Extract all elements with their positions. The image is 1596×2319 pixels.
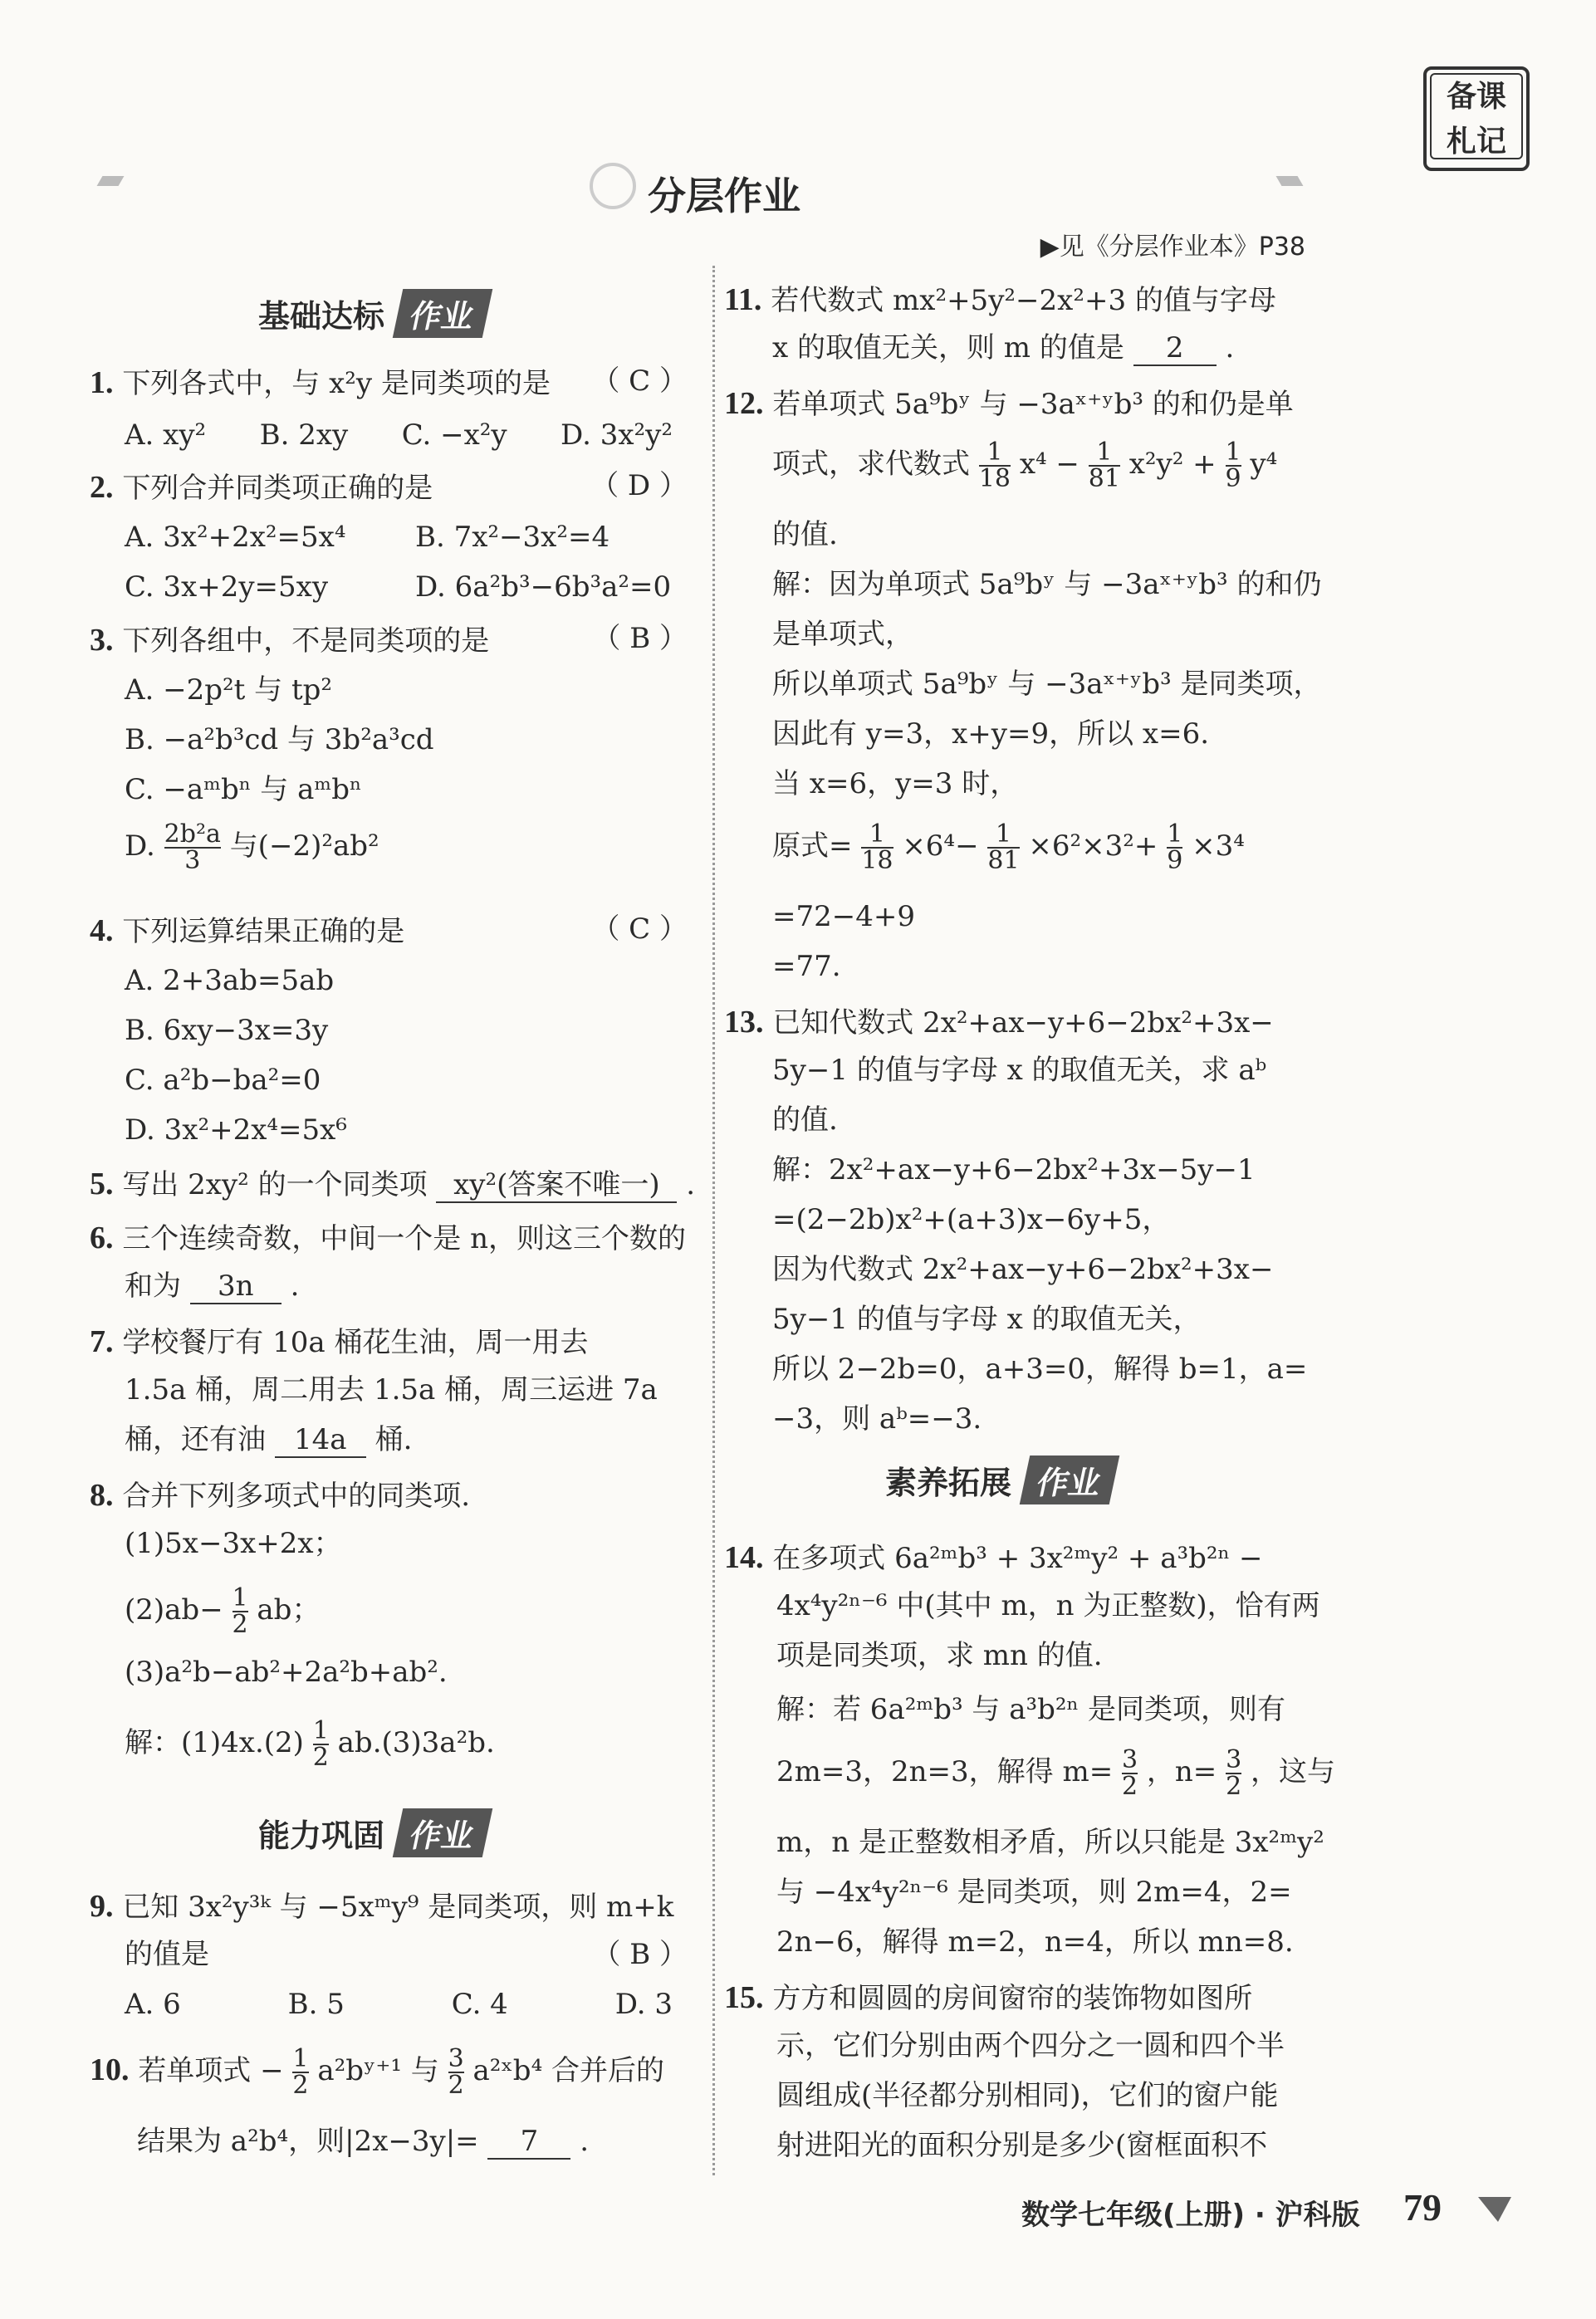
column-divider: [712, 266, 715, 2175]
fraction: [292, 2044, 309, 2100]
question-3: [90, 623, 688, 659]
section-basic-label: 基础达标: [258, 297, 385, 335]
numerator: 1: [1096, 438, 1113, 467]
option: D. 3x²+2x⁴=5x⁶: [125, 1113, 347, 1147]
q1-options: [125, 419, 673, 452]
question-text: 若单项式 5a⁹bʸ 与 −3aˣ⁺ʸb³ 的和仍是单: [772, 388, 1294, 421]
solution-line: 5y−1 的值与字母 x 的取值无关，: [772, 1303, 1202, 1336]
answer: （ C ）: [591, 364, 688, 398]
answer: （ D ）: [590, 469, 688, 502]
solution-line: 解：若 6a²ᵐb³ 与 a³b²ⁿ 是同类项，则有: [776, 1693, 1286, 1726]
question-9: [90, 1889, 673, 1925]
answer-blank: 3n: [190, 1270, 282, 1304]
question-number: 10.: [90, 2052, 130, 2087]
solution-line: 所以 2−2b=0，a+3=0，解得 b=1，a=: [772, 1353, 1308, 1386]
question-text: 下列各组中，不是同类项的是: [122, 624, 490, 658]
question-text: 射进阳光的面积分别是多少(窗框面积不: [776, 2129, 1268, 2162]
expr: ×3⁴: [1192, 829, 1245, 863]
question-11: [724, 282, 1276, 319]
numerator: 3: [448, 2044, 464, 2073]
question-text: 桶，还有油: [125, 1423, 266, 1456]
answer-blank: 7: [487, 2126, 570, 2160]
question-text: 结果为 a²b⁴，则|2x−3y|=: [137, 2125, 479, 2158]
question-text: 方方和圆圆的房间窗帘的装饰物如图所: [772, 1982, 1253, 2015]
answer: （ C ）: [591, 912, 688, 946]
question-text: a²bʸ⁺¹ 与: [317, 2054, 439, 2087]
option: A. 3x²+2x²=5x⁴: [125, 521, 346, 554]
question-text: 桶.: [375, 1423, 413, 1456]
section-ability-label: 能力巩固: [258, 1817, 385, 1854]
denominator: 2: [312, 1743, 329, 1772]
answer-blank: 2: [1133, 332, 1217, 366]
reference-note: ▶见《分层作业本》P38: [1040, 232, 1305, 262]
question-number: 3.: [90, 623, 114, 658]
solution-line: 所以单项式 5a⁹bʸ 与 −3aˣ⁺ʸb³ 是同类项，: [772, 668, 1322, 701]
numerator: 1: [1225, 438, 1241, 467]
solution-line: 2n−6，解得 m=2，n=4，所以 mn=8.: [776, 1925, 1294, 1959]
denominator: 2: [1226, 1772, 1242, 1801]
question-number: 14.: [724, 1540, 764, 1575]
question-text: 下列合并同类项正确的是: [122, 472, 433, 505]
question-10-line2: [137, 2126, 589, 2160]
numerator: 1: [995, 819, 1012, 849]
section-basic: [253, 291, 487, 335]
question-number: 11.: [724, 282, 762, 317]
question-number: 13.: [724, 1005, 764, 1040]
denominator: 2: [1122, 1772, 1138, 1801]
question-text: 项是同类项，求 mn 的值.: [776, 1639, 1103, 1672]
expr: x⁴ −: [1019, 448, 1080, 481]
option: A. 2+3ab=5ab: [125, 964, 335, 997]
option-d: [125, 819, 379, 875]
question-text: 写出 2xy² 的一个同类项: [122, 1168, 428, 1201]
question-text: 的值.: [772, 1103, 838, 1137]
question-14: [724, 1540, 1263, 1577]
fraction: [861, 819, 893, 875]
q9-options: [125, 1989, 673, 2021]
question-text: 已知 3x²y³ᵏ 与 −5xᵐy⁹ 是同类项，则 m+k: [122, 1891, 674, 1924]
question-1: [90, 365, 688, 402]
option: A. −2p²t 与 tp²: [125, 673, 333, 707]
question-text: 若代数式 mx²+5y²−2x²+3 的值与字母: [771, 284, 1276, 317]
question-4: [90, 913, 688, 950]
fraction: [1089, 440, 1120, 492]
question-text: 若单项式 −: [138, 2054, 284, 2087]
title-decor-icon: [590, 163, 636, 209]
question-number: 1.: [90, 365, 114, 400]
denominator: 2: [292, 2071, 309, 2100]
badge-line2: 札记: [1446, 125, 1506, 159]
denominator: 3: [164, 847, 221, 873]
numerator: 3: [1122, 1745, 1138, 1774]
question-10: [90, 2044, 665, 2100]
denominator: 18: [861, 846, 893, 875]
solution: [125, 1716, 495, 1772]
solution-text: 解：(1)4x.(2): [125, 1726, 304, 1759]
footer-book-title: 数学七年级(上册) · 沪科版: [1021, 2199, 1360, 2232]
fraction: [979, 440, 1011, 492]
denominator: 9: [1225, 464, 1241, 493]
numerator: 1: [986, 438, 1003, 467]
section-tag: 作业: [393, 289, 493, 338]
numerator: 1: [292, 2044, 309, 2073]
section-expand-label: 素养拓展: [885, 1464, 1012, 1501]
question-text: 的值是: [125, 1938, 209, 1971]
solution-line: 解：2x²+ax−y+6−2bx²+3x−5y−1: [772, 1153, 1256, 1186]
option: C. 3x+2y=5xy: [125, 570, 329, 604]
denominator: 9: [1167, 846, 1183, 875]
solution-text: ，这与: [1251, 1755, 1336, 1788]
question-text: 已知代数式 2x²+ax−y+6−2bx²+3x−: [772, 1006, 1274, 1040]
fraction: [1226, 440, 1241, 492]
solution-line: m，n 是正整数相矛盾，所以只能是 3x²ᵐy²: [776, 1826, 1324, 1859]
question-number: 7.: [90, 1324, 114, 1359]
solution-line: 因为代数式 2x²+ax−y+6−2bx²+3x−: [772, 1253, 1274, 1286]
solution-text: ab.(3)3a²b.: [337, 1726, 495, 1759]
question-number: 6.: [90, 1221, 114, 1255]
option: C. −aᵐbⁿ 与 aᵐbⁿ: [125, 773, 362, 806]
question-13: [724, 1005, 1274, 1041]
fraction: [1167, 819, 1183, 875]
question-7: [90, 1324, 588, 1361]
answer-blank: 14a: [275, 1424, 366, 1458]
expr: ab；: [257, 1593, 321, 1627]
subpart: (1)5x−3x+2x；: [125, 1527, 342, 1560]
punct: .: [580, 2125, 590, 2158]
question-text: 示，它们分别由两个四分之一圆和四个半: [776, 2029, 1285, 2062]
question-12-line2: [772, 440, 1277, 492]
question-text: 三个连续奇数，中间一个是 n，则这三个数的: [122, 1222, 687, 1255]
solution-line: =(2−2b)x²+(a+3)x−6y+5，: [772, 1203, 1171, 1236]
question-text: 下列运算结果正确的是: [122, 915, 405, 948]
section-ability: [253, 1810, 487, 1855]
question-12: [724, 386, 1294, 423]
option: B. 7x²−3x²=4: [415, 521, 610, 554]
denominator: 2: [232, 1610, 248, 1639]
question-number: 15.: [724, 1980, 764, 2015]
punct: .: [290, 1270, 300, 1303]
expr: ×6²×3²+: [1028, 829, 1158, 863]
denominator: 2: [448, 2071, 464, 2100]
option: A. 6: [125, 1988, 181, 2021]
question-number: 9.: [90, 1889, 114, 1924]
question-9-line2: [125, 1939, 688, 1971]
expr: x²y² +: [1128, 448, 1217, 481]
solution-text: 原式=: [772, 829, 853, 863]
numerator: 3: [1226, 1745, 1242, 1774]
decor-swoosh-right: [1276, 176, 1304, 186]
solution-text: 2m=3，2n=3，解得 m=: [776, 1755, 1114, 1788]
solution-line: −3，则 aᵇ=−3.: [772, 1402, 982, 1436]
solution-line: =77.: [772, 950, 841, 983]
numerator: 1: [1167, 819, 1183, 849]
question-text: 项式，求代数式: [772, 448, 970, 481]
badge-line1: 备课: [1446, 80, 1506, 114]
question-number: 5.: [90, 1167, 114, 1201]
question-7-line3: [125, 1424, 412, 1458]
question-text: x 的取值无关，则 m 的值是: [772, 331, 1124, 364]
fraction: [232, 1583, 248, 1639]
question-text: a²ˣb⁴ 合并后的: [472, 2054, 665, 2087]
option: C. −x²y: [401, 418, 507, 452]
question-2: [90, 470, 688, 506]
question-text: 和为: [125, 1270, 181, 1303]
fraction: [164, 819, 221, 875]
option: D. 6a²b³−6b³a²=0: [415, 570, 672, 604]
option: A. xy²: [125, 418, 207, 452]
question-text: 学校餐厅有 10a 桶花生油，周一用去: [122, 1326, 589, 1359]
question-text: 下列各式中，与 x²y 是同类项的是: [122, 367, 551, 400]
option: B. 2xy: [259, 418, 349, 452]
fraction: [987, 819, 1020, 875]
section-tag: 作业: [1020, 1455, 1120, 1504]
option: B. 5: [287, 1988, 345, 2021]
numerator: 1: [232, 1583, 248, 1612]
fraction: [1122, 1745, 1138, 1801]
decor-swoosh-left: [97, 176, 125, 186]
option: C. 4: [451, 1988, 508, 2021]
question-6-line2: [125, 1270, 299, 1304]
solution-line: [772, 819, 1245, 875]
punct: .: [1225, 331, 1235, 364]
solution-line: 解：因为单项式 5a⁹bʸ 与 −3aˣ⁺ʸb³ 的和仍: [772, 568, 1322, 601]
option: D. 3: [614, 1988, 673, 2021]
question-8: [90, 1478, 470, 1514]
question-text: 5y−1 的值与字母 x 的取值无关，求 aᵇ: [772, 1054, 1267, 1087]
subpart: (3)a²b−ab²+2a²b+ab².: [125, 1656, 448, 1689]
option: B. −a²b³cd 与 3b²a³cd: [125, 723, 434, 756]
section-tag: 作业: [393, 1808, 493, 1857]
expr: y⁴: [1250, 448, 1278, 481]
question-number: 2.: [90, 470, 114, 505]
notes-badge: [1423, 66, 1530, 171]
option: C. a²b−ba²=0: [125, 1064, 321, 1097]
section-expand: [880, 1457, 1114, 1502]
question-text: 在多项式 6a²ᵐb³ + 3x²ᵐy² + a³b²ⁿ −: [772, 1542, 1263, 1575]
solution-line: =72−4+9: [772, 900, 915, 933]
question-text: 1.5a 桶，周二用去 1.5a 桶，周三运进 7a: [125, 1373, 658, 1407]
solution-line: 是单项式，: [772, 618, 913, 651]
question-number: 8.: [90, 1478, 114, 1513]
question-number: 4.: [90, 913, 114, 948]
fraction: [1226, 1745, 1242, 1801]
page-title: 分层作业: [648, 174, 800, 218]
subpart: [125, 1583, 321, 1639]
denominator: 81: [1088, 464, 1120, 493]
question-15: [724, 1980, 1252, 2017]
option: B. 6xy−3x=3y: [125, 1014, 329, 1047]
corner-decor-icon: [1478, 2197, 1511, 2222]
page-number: 79: [1403, 2186, 1442, 2228]
option-text: 与(−2)²ab²: [229, 829, 379, 863]
question-6: [90, 1221, 686, 1257]
answer: （ B ）: [592, 1938, 688, 1971]
question-text: 的值.: [772, 518, 838, 551]
question-text: 圆组成(半径都分别相同)，它们的窗户能: [776, 2079, 1279, 2112]
answer: （ B ）: [592, 622, 688, 655]
solution-text: ，n=: [1146, 1755, 1217, 1788]
punct: .: [686, 1168, 696, 1201]
numerator: 1: [869, 819, 885, 849]
solution-line: 当 x=6，y=3 时，: [772, 767, 1019, 800]
denominator: 18: [978, 464, 1011, 493]
solution-line: [776, 1745, 1336, 1801]
expr: (2)ab−: [125, 1593, 223, 1627]
expr: ×6⁴−: [902, 829, 979, 863]
question-5: [90, 1167, 695, 1203]
answer-blank: xy²(答案不唯一): [436, 1169, 677, 1203]
option: D. 3x²y²: [561, 418, 673, 452]
numerator: 1: [312, 1716, 329, 1745]
option-label: D.: [125, 829, 155, 863]
question-11-line2: [772, 332, 1234, 366]
question-number: 12.: [724, 386, 764, 421]
solution-line: 与 −4x⁴y²ⁿ⁻⁶ 是同类项，则 2m=4，2=: [776, 1876, 1292, 1909]
fraction: [312, 1716, 329, 1772]
question-text: 4x⁴y²ⁿ⁻⁶ 中(其中 m，n 为正整数)，恰有两: [776, 1589, 1320, 1622]
solution-line: 因此有 y=3，x+y=9，所以 x=6.: [772, 717, 1210, 751]
numerator: 2b²a: [164, 819, 221, 849]
fraction: [448, 2044, 464, 2100]
question-text: 合并下列多项式中的同类项.: [122, 1480, 471, 1513]
denominator: 81: [987, 846, 1020, 875]
